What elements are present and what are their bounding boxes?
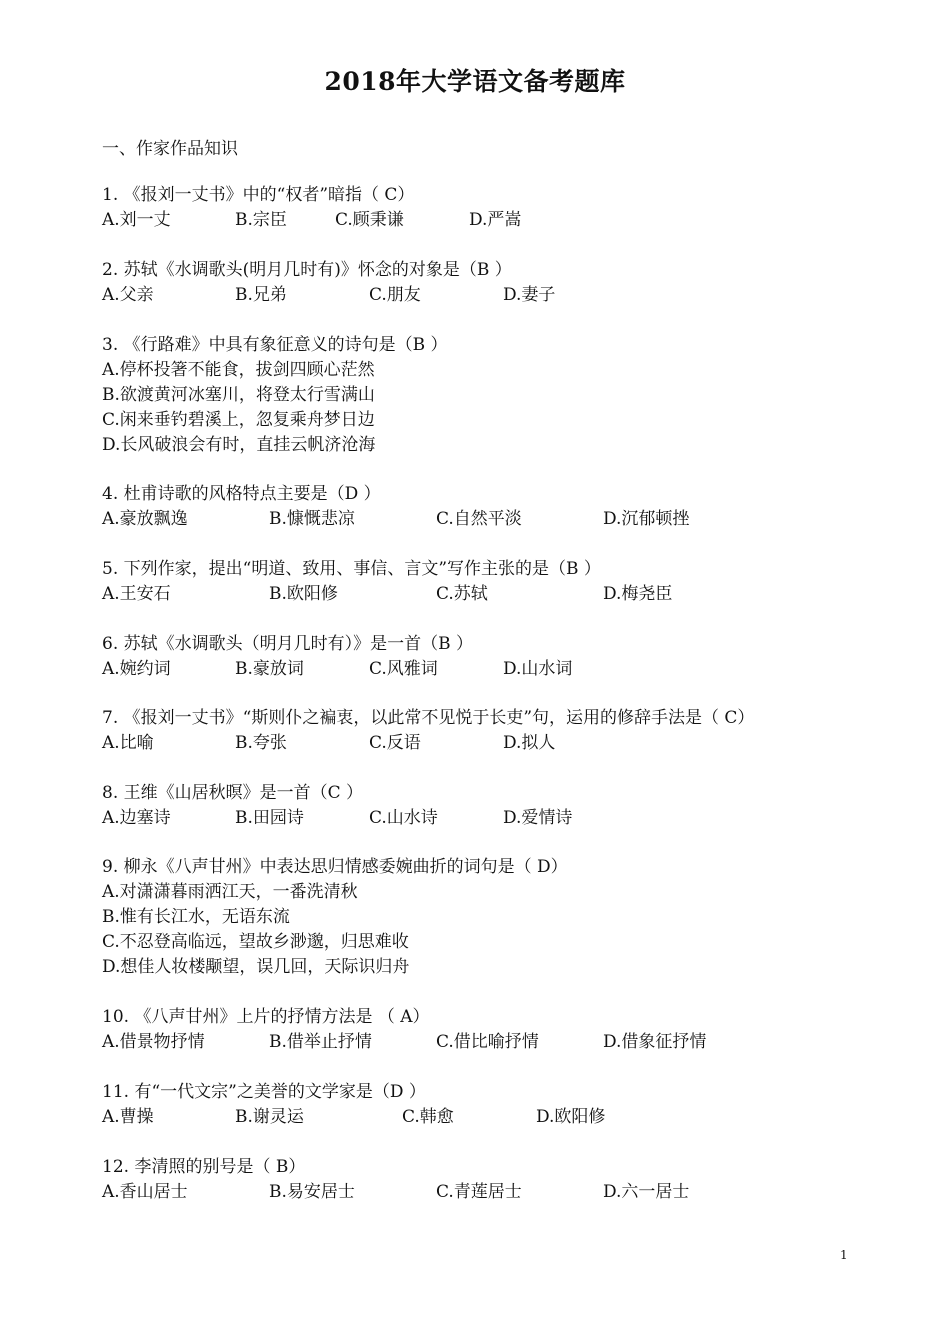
- option-row: [102, 1180, 862, 1205]
- option-c: C.苏轼: [436, 584, 488, 604]
- option-b: B.豪放词: [235, 659, 304, 679]
- option-a: A.父亲: [102, 285, 154, 305]
- option-a: A.豪放飘逸: [102, 509, 188, 529]
- option-b: B.惟有长江水，无语东流: [102, 907, 290, 927]
- option-row: [102, 283, 862, 308]
- option-c: C.闲来垂钓碧溪上，忽复乘舟梦日边: [102, 410, 375, 430]
- option-row: [102, 507, 862, 532]
- option-a: A.对潇潇暮雨洒江天，一番洗清秋: [102, 882, 358, 902]
- section-heading: 一、作家作品知识: [102, 139, 238, 159]
- option-c: C.不忍登高临远，望故乡渺邈，归思难收: [102, 932, 409, 952]
- option-a: A.王安石: [102, 584, 171, 604]
- question-stem: 8. 王维《山居秋暝》是一首（C ）: [102, 783, 364, 803]
- question-stem: 1. 《报刘一丈书》中的“权者”暗指（ C）: [102, 185, 415, 205]
- option-c: C.借比喻抒情: [436, 1032, 539, 1052]
- option-row: [102, 806, 862, 831]
- option-c: C.顾秉谦: [335, 210, 404, 230]
- option-d: D.想佳人妆楼颙望，误几回，天际识归舟: [102, 957, 410, 977]
- question-stem: 2. 苏轼《水调歌头(明月几时有)》怀念的对象是（B ）: [102, 260, 512, 280]
- question-stem: 6. 苏轼《水调歌头（明月几时有）》是一首（B ）: [102, 634, 474, 654]
- option-row: [102, 657, 862, 682]
- option-d: D.梅尧臣: [603, 584, 673, 604]
- option-d: D.欧阳修: [536, 1107, 606, 1127]
- option-a: A.香山居士: [102, 1182, 188, 1202]
- question-stem: 7. 《报刘一丈书》“斯则仆之褊衷，以此常不见悦于长吏”句，运用的修辞手法是（ C）: [102, 708, 755, 728]
- option-b: B.借举止抒情: [269, 1032, 372, 1052]
- question-4: [102, 482, 862, 532]
- option-a: A.借景物抒情: [102, 1032, 205, 1052]
- question-6: [102, 632, 862, 682]
- option-c: C.风雅词: [369, 659, 438, 679]
- question-11: [102, 1080, 862, 1130]
- question-stem: 3. 《行路难》中具有象征意义的诗句是（B ）: [102, 335, 448, 355]
- option-row: [102, 208, 862, 233]
- question-stem: 11. 有“一代文宗”之美誉的文学家是（D ）: [102, 1082, 426, 1102]
- option-d: D.拟人: [503, 733, 556, 753]
- option-a: A.比喻: [102, 733, 154, 753]
- option-c: C.自然平淡: [436, 509, 522, 529]
- option-b: B.谢灵运: [235, 1107, 304, 1127]
- question-3: [102, 333, 862, 458]
- option-c: C.韩愈: [402, 1107, 454, 1127]
- option-c: C.反语: [369, 733, 421, 753]
- option-d: D.严嵩: [469, 210, 522, 230]
- question-stem: 5. 下列作家，提出“明道、致用、事信、言文”写作主张的是（B ）: [102, 559, 601, 579]
- page-number: 1: [840, 1248, 848, 1262]
- question-1: [102, 183, 862, 233]
- question-stem: 12. 李清照的别号是（ B）: [102, 1157, 306, 1177]
- option-row: [102, 731, 862, 756]
- option-a: A.刘一丈: [102, 210, 171, 230]
- option-c: C.朋友: [369, 285, 421, 305]
- option-a: A.婉约词: [102, 659, 171, 679]
- option-d: D.妻子: [503, 285, 556, 305]
- question-8: [102, 781, 862, 831]
- option-b: B.欧阳修: [269, 584, 338, 604]
- option-d: D.长风破浪会有时，直挂云帆济沧海: [102, 435, 376, 455]
- option-b: B.慷慨悲凉: [269, 509, 355, 529]
- option-d: D.爱情诗: [503, 808, 573, 828]
- question-7: [102, 706, 862, 756]
- question-stem: 10. 《八声甘州》上片的抒情方法是 （ A）: [102, 1007, 430, 1027]
- question-5: [102, 557, 862, 607]
- page-title: 2018年大学语文备考题库: [324, 67, 626, 96]
- option-b: B.欲渡黄河冰塞川，将登太行雪满山: [102, 385, 375, 405]
- option-b: B.夸张: [235, 733, 287, 753]
- option-b: B.易安居士: [269, 1182, 355, 1202]
- option-b: B.宗臣: [235, 210, 287, 230]
- option-b: B.田园诗: [235, 808, 304, 828]
- option-a: A.曹操: [102, 1107, 154, 1127]
- question-stem: 9. 柳永《八声甘州》中表达思归情感委婉曲折的词句是（ D）: [102, 857, 568, 877]
- option-row: [102, 1105, 862, 1130]
- option-d: D.山水词: [503, 659, 573, 679]
- question-9: [102, 855, 862, 980]
- option-c: C.青莲居士: [436, 1182, 522, 1202]
- option-b: B.兄弟: [235, 285, 287, 305]
- option-a: A.停杯投箸不能食，拔剑四顾心茫然: [102, 360, 375, 380]
- option-a: A.边塞诗: [102, 808, 171, 828]
- question-stem: 4. 杜甫诗歌的风格特点主要是（D ）: [102, 484, 381, 504]
- question-2: [102, 258, 862, 308]
- option-d: D.借象征抒情: [603, 1032, 707, 1052]
- option-d: D.沉郁顿挫: [603, 509, 690, 529]
- option-row: [102, 582, 862, 607]
- question-12: [102, 1155, 862, 1205]
- option-c: C.山水诗: [369, 808, 438, 828]
- option-row: [102, 1030, 862, 1055]
- option-d: D.六一居士: [603, 1182, 690, 1202]
- question-10: [102, 1005, 862, 1055]
